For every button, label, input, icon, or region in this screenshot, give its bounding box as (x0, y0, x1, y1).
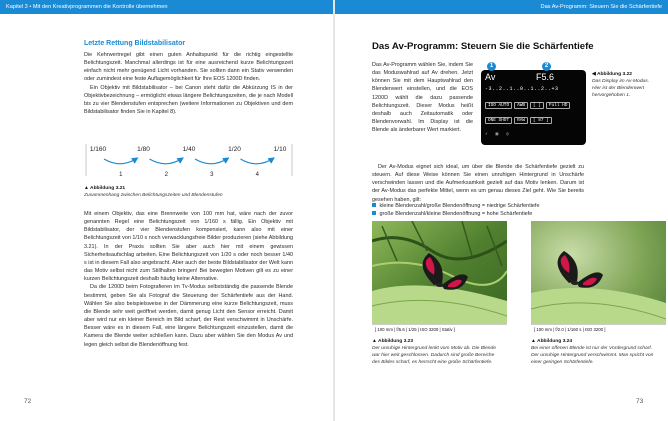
page-number-right: 73 (636, 398, 644, 405)
photo-caption-text: Bei einer offenen Blende ist nur der Vordergrund scharf. Der unruhige Hintergrund verschwimmt. Man spricht von einer geringen Schärfentiefe. (531, 346, 654, 365)
section-heading: Letzte Rettung Bildstabilisator (84, 40, 186, 47)
step-number-label: 3 (210, 172, 214, 178)
photo-caption-1 (372, 338, 498, 366)
bullet-icon (372, 211, 376, 215)
paragraph: Die Kehrwertregel gibt einen guten Anhaltspunkt für die richtig eingestellte Belichtungszeit. Manchmal allerdings ist für eine ausreichend kurze Belichtungszeit einfach nicht mehr genügend Licht vorhanden. Sie sollten dann ein Stativ verwenden oder zumindest eine feste Auflagemöglichkeit für Ihre EOS 1200D finden. (84, 52, 293, 83)
photo-caption-label: ▲ Abbildung 3.23 (372, 339, 414, 344)
step-arrow (104, 158, 138, 164)
paragraph: Das Av-Programm wählen Sie, indem Sie das Moduswahlrad auf Av drehen. Jetzt können Sie mit dem Hauptwahlrad den Blendenwert einstellen, und die EOS 1200D wählt die dazu passende Belichtungszeit. Dieser Modus heißt deshalb auch Zeitautomatik oder Blendenvorwahl. Im Display ist die Blende als änderbarer Wert markiert. (372, 62, 473, 134)
exposure-scale: -3..2..1..0..1..2..+3 (485, 86, 559, 92)
paragraph: Da die 1200D beim Fotografieren im Tv-Modus selbstständig die passende Blende bestimmt, geben Sie als Fotograf die Steuerung der Schärfentiefe aus der Hand. Wählen Sie also beispielsweise in der Dämmerung eine kurze Belichtungszeit, muss die Blende sehr weit geöffnet werden, damit genug Licht den Sensor erreicht. Damit aber wird nur ein kleiner Bereich im Bild scharf, der Rest verschwimmt in Unschärfe. Besser wäre es in diesem Fall, eine längere Belichtungszeit einzustellen, damit die Kamera die Blende weiter schließen kann. Dazu aber wählen Sie den Modus Av und legen gleich selbst die Blendenöffnung fest. (84, 284, 293, 348)
shutter-time-label: 1/10 (273, 146, 287, 153)
step-number-label: 4 (255, 172, 259, 178)
figure-label-text: Abbildung 3.21 (90, 186, 126, 191)
photo-caption-label-text: Abbildung 3.23 (378, 339, 414, 344)
photo-settings-strip: [ 100 mm | f/2.0 | 1/160 s | ISO 3200 ] (531, 324, 666, 333)
callout-marker-1: 1 (487, 62, 496, 71)
butterfly-photo-2-image (531, 221, 666, 333)
photo-caption-text: Der unruhige Hintergrund lenkt vom Motiv ab. Die Blende war hier weit geschlossen. Dadurch sind große Bereiche des Bildes scharf, es herrscht eine große Schärfentiefe. (372, 346, 496, 365)
shutter-time-label: 1/40 (182, 146, 196, 153)
metering-setting: [ ] (530, 102, 544, 109)
mode-readout: Av (485, 72, 496, 82)
shutter-time-label: 1/20 (228, 146, 241, 153)
butterfly-photo-2 (531, 221, 666, 333)
shots-remaining: [ 87 ] (530, 117, 552, 124)
figure-label: ▲ Abbildung 3.21 (84, 186, 126, 191)
step-arrow (150, 158, 184, 164)
shutter-steps-svg (84, 141, 294, 179)
bullet-item (372, 210, 588, 218)
bullet-text: große Blendenzahl/kleine Blendenöffnung = hohe Schärfentiefe (379, 211, 533, 217)
quality-setting: RAW (514, 117, 528, 124)
af-setting: ONE SHOT (485, 117, 512, 124)
page-number-left: 72 (24, 398, 32, 405)
photo-caption-label: ▲ Abbildung 3.24 (531, 339, 573, 344)
figure-caption-text: Zusammenhang zwischen Belichtungszeiten und Blendenstufen (84, 193, 223, 198)
body-text-av (372, 163, 584, 204)
shutter-time-label: 1/160 (89, 146, 107, 153)
iso-setting: ISO AUTO (485, 102, 512, 109)
camera-display (481, 70, 586, 145)
bullet-icon (372, 203, 376, 207)
running-header-left: Kapitel 3 • Mit den Kreativprogrammen die Kontrolle übernehmen (0, 0, 333, 14)
page-title: Das Av-Programm: Steuern Sie die Schärfentiefe (372, 41, 594, 52)
callout-marker-2: 2 (542, 62, 551, 71)
figure-caption (84, 185, 294, 199)
butterfly-photo-1 (372, 221, 507, 333)
left-page (0, 0, 333, 421)
shutter-time-label: 1/80 (137, 146, 150, 153)
book-gutter (333, 0, 335, 421)
paragraph: Mit einem Objektiv, das eine Brennweite von 100 mm hat, wäre nach der zuvor genannten Regel eine Belichtungszeit von 1/160 s fällig. Ein Objektiv mit Bildstabilisator, der vier Blendenstufen kompensiert, kann also mit einer Belichtungszeit von 1/10 s noch verwacklungsfreie Bilder produzieren (siehe Abbildung 3.21). In der Praxis sollten Sie aber auch hier mit einem gewissen Sicherheitsaufschlag arbeiten. Eine Belichtungszeit von 1/20 s oder noch besser 1/40 s ist in diesem Fall also angebracht. Aber auch der beste Bildstabilisator der Welt kann das Motiv selbst nicht zum Stillhalten bringen! Bei bewegten Motiven gilt es zu einer kurzen Belichtungszeit deshalb häufig keine Alternative. (84, 211, 293, 283)
step-number-label: 2 (164, 172, 168, 178)
photo-caption-label-text: Abbildung 3.24 (537, 339, 573, 344)
settings-row-2 (485, 117, 554, 124)
paragraph: Der Av-Modus eignet sich ideal, um über die Blende die Schärfentiefe gezielt zu steuern. Auf diese Weise können Sie einen unruhigen Hintergrund in Unschärfe verschwinden lassen und die Aufmerksamkeit gezielt auf das Motiv lenken. Darum ist der Av-Modus das perfekte Mittel, wenn es um genau dieses Ziel geht. Wie Sie bereits gesehen haben, gilt: (372, 164, 584, 203)
shutter-steps-diagram (84, 141, 294, 179)
step-number-label: 1 (119, 172, 123, 178)
side-caption-text: Das Display im Av-Modus. Hier ist der Blendenwert hervorgehoben 1. (592, 79, 650, 98)
side-caption-label: ◀ Abbildung 3.22 (592, 72, 633, 77)
body-text-2 (84, 210, 293, 349)
photo-settings-strip: [ 100 mm | f/5.6 | 1/25 | ISO 3200 | Stativ ] (372, 324, 507, 333)
paragraph: Ein Objektiv mit Bildstabilisator – bei Canon steht dafür die Abkürzung IS in der Objektivbezeichnung – ermöglicht etwas längere Belichtungszeiten, die je nach Modell bis zu vier Blendenstufen entsprechen (weitere Informationen zu Objektiven und dem Bildstabilisator finden Sie in Kapitel 8). (84, 84, 293, 116)
side-caption-label-text: Abbildung 3.22 (596, 72, 633, 77)
side-caption (592, 71, 652, 99)
step-arrow (195, 158, 229, 164)
photo-caption-2 (531, 338, 657, 366)
bullet-item (372, 202, 588, 210)
video-setting: Full HD (546, 102, 570, 109)
running-header-right: Das Av-Programm: Steuern Sie die Schärfentiefe (335, 0, 668, 14)
wb-setting: AWB (514, 102, 528, 109)
settings-row-3: ⚡ ▦ ◎ (485, 132, 509, 137)
settings-row-1 (485, 102, 572, 109)
intro-text (372, 61, 473, 134)
bullet-text: kleine Blendenzahl/große Blendenöffnung = niedrige Schärfentiefe (379, 203, 540, 209)
body-text (84, 51, 293, 116)
aperture-readout: F5.6 (536, 72, 555, 82)
step-arrow (241, 158, 275, 164)
butterfly-photo-1-image (372, 221, 507, 333)
